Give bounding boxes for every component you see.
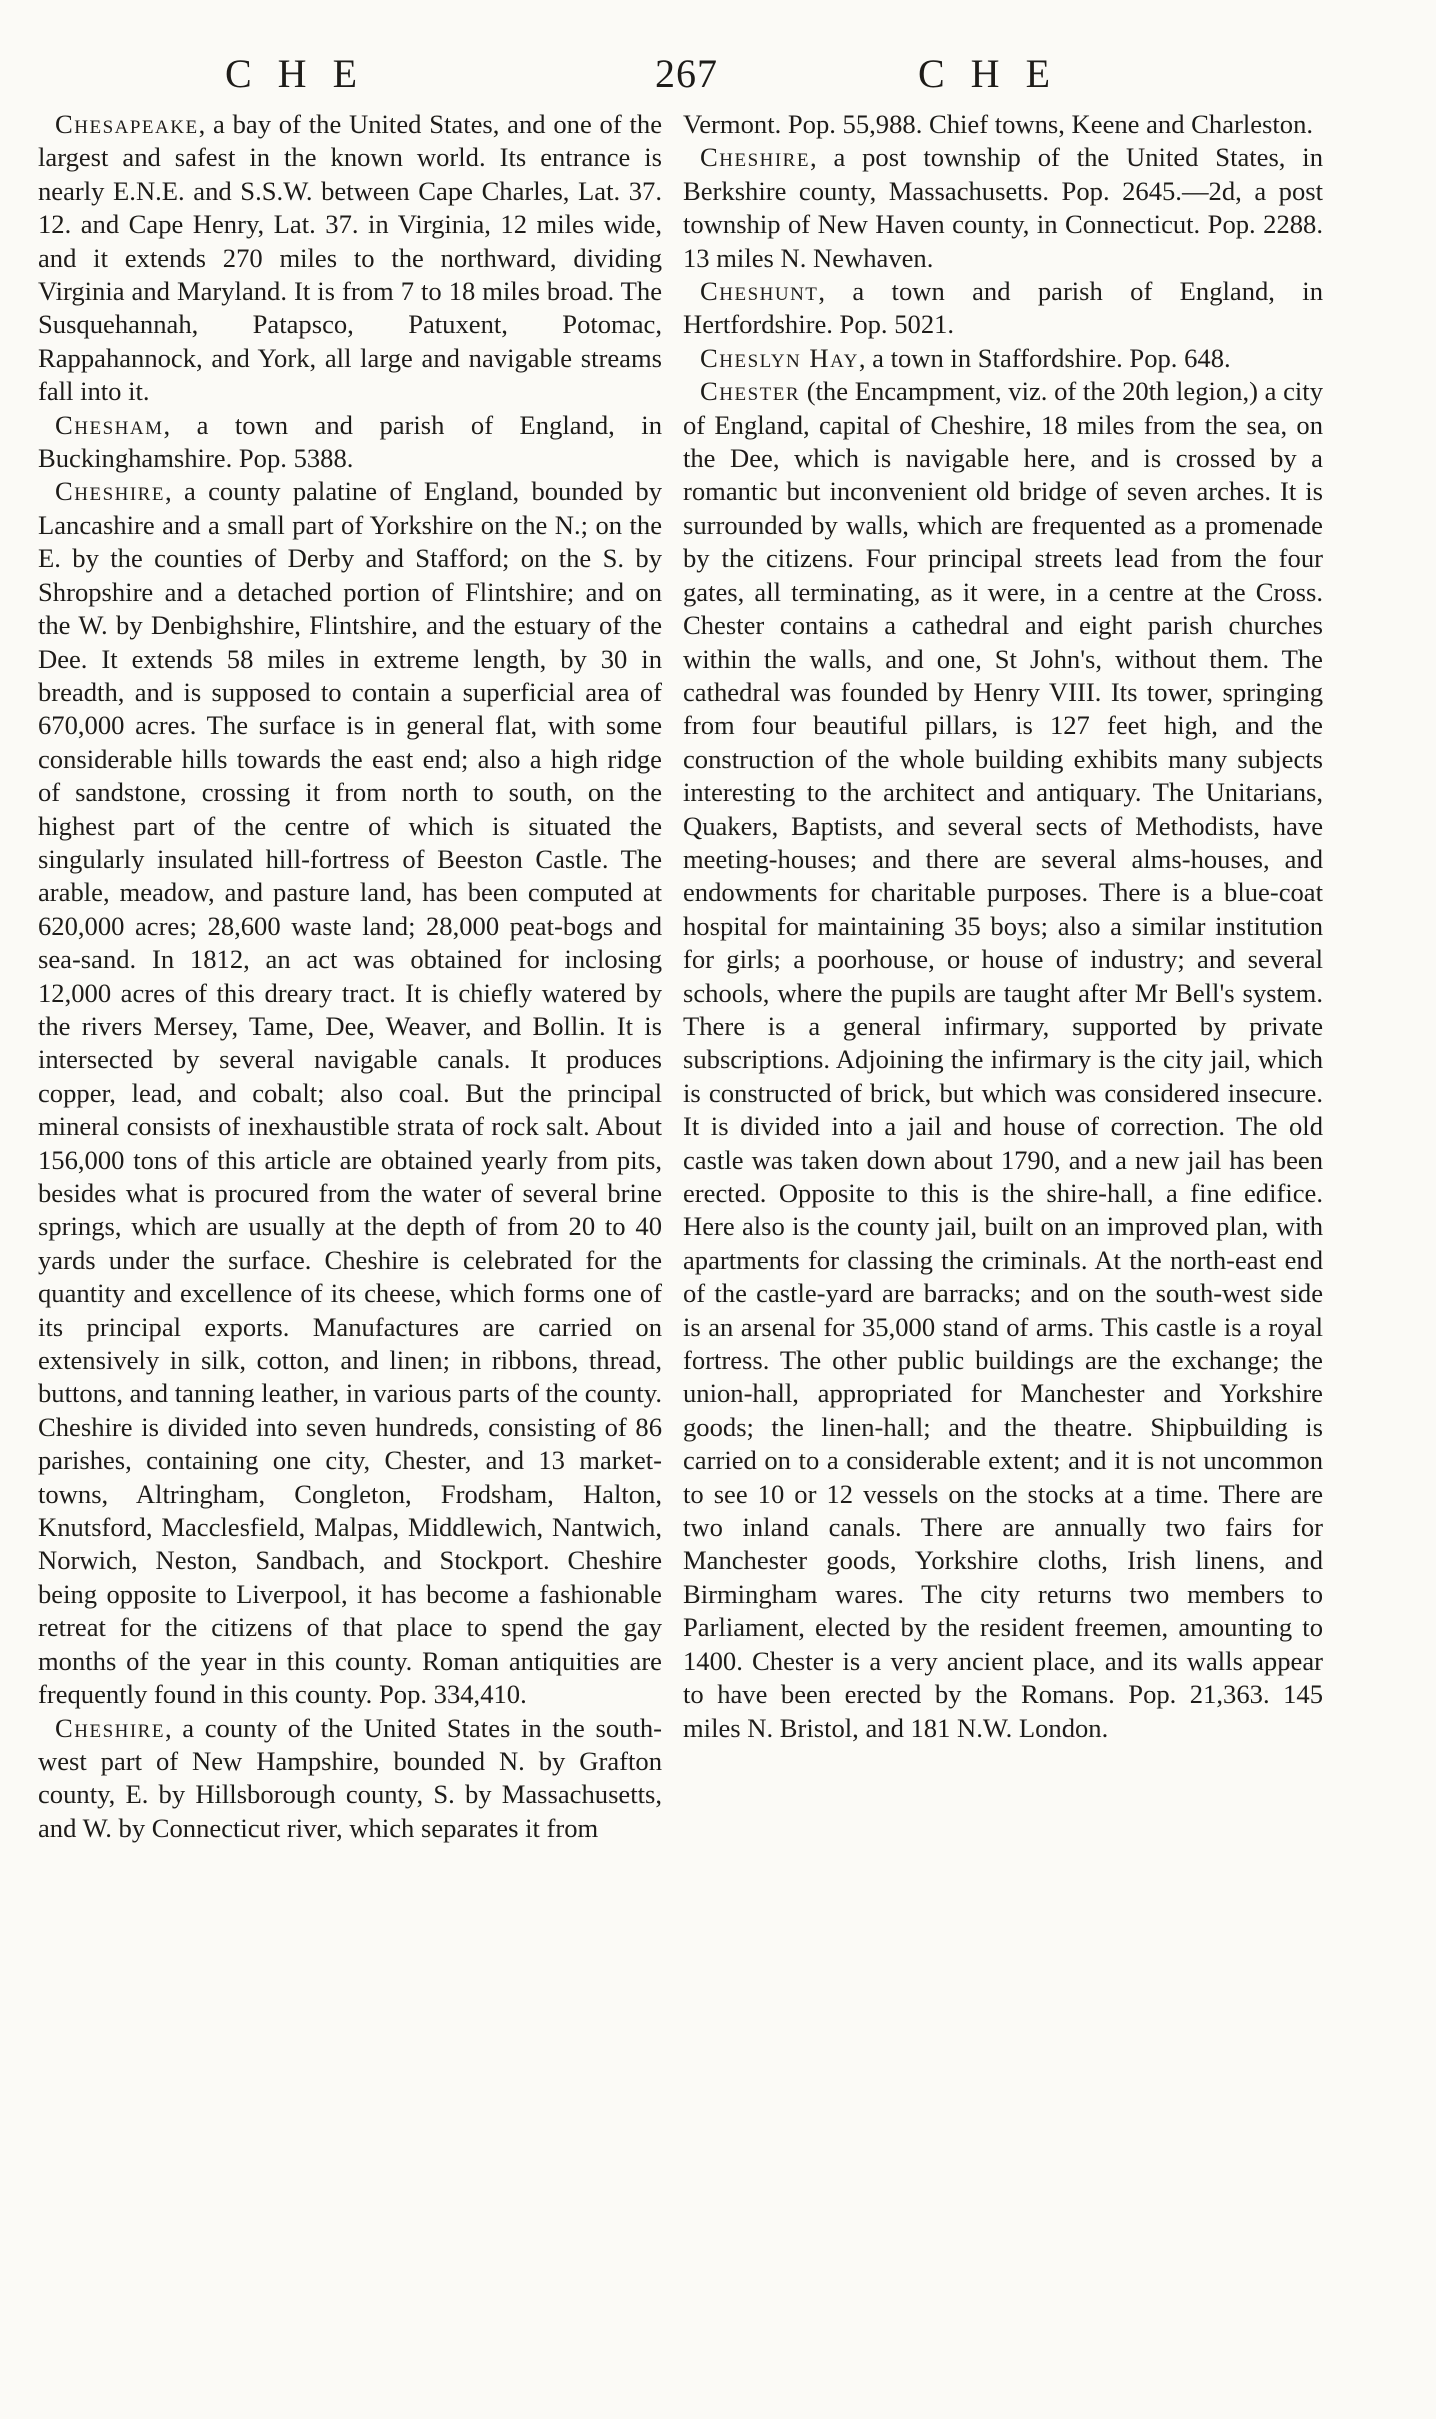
headword: Chesham: [55, 409, 164, 440]
left-column: [38, 108, 662, 1845]
entry-chesham: [38, 409, 662, 476]
entry-text: , a county of the United States in the south-west part of New Hampshire, bounded N. by Grafton county, E. by Hillsborough county, S. by Massachusetts, and W. by Connecticut river, which separates it from: [38, 1712, 662, 1843]
entry-text: , a town and parish of England, in Hertfordshire. Pop. 5021.: [683, 276, 1323, 340]
entry-text: (the Encampment, viz. of the 20th legion,) a city of England, capital of Cheshire, 18 miles from the sea, on the Dee, which is navigable here, and is crossed by a romantic but inconvenient old bridge of seven arches. It is surrounded by walls, which are frequented as a promenade by the citizens. Four principal streets lead from the four gates, all terminating, as it were, in a centre at the Cross. Chester contains a cathedral and eight parish churches within the walls, and one, St John's, without them. The cathedral was founded by Henry VIII. Its tower, springing from four beautiful pillars, is 127 feet high, and the construction of the whole building exhibits many subjects interesting to the architect and antiquary. The Unitarians, Quakers, Baptists, and several sects of Methodists, have meeting-houses; and there are several alms-houses, and endowments for charitable purposes. There is a blue-coat hospital for maintaining 35 boys; also a similar institution for girls; a poorhouse, or house of industry; and several schools, where the pupils are taught after Mr Bell's system. There is a general infirmary, supported by private subscriptions. Adjoining the infirmary is the city jail, which is constructed of brick, but which was considered insecure. It is divided into a jail and house of correction. The old castle was taken down about 1790, and a new jail has been erected. Opposite to this is the shire-hall, a fine edifice. Here also is the county jail, built on an improved plan, with apartments for classing the criminals. At the north-east end of the castle-yard are barracks; and on the south-west side is an arsenal for 35,000 stand of arms. This castle is a royal fortress. The other public buildings are the exchange; the union-hall, appropriated for Manchester and Yorkshire goods; the linen-hall; and the theatre. Shipbuilding is carried on to a considerable extent; and it is not uncommon to see 10 or 12 vessels on the stocks at a time. There are two inland canals. There are annually two fairs for Manchester goods, Yorkshire cloths, Irish linens, and Birmingham wares. The city returns two members to Parliament, elected by the resident freemen, amounting to 1400. Chester is a very ancient place, and its walls appear to have been erected by the Romans. Pop. 21,363. 145 miles N. Bristol, and 181 N.W. London.: [683, 376, 1323, 1743]
entry-cheshunt: [683, 275, 1323, 342]
entry-text: , a county palatine of England, bounded by Lancashire and a small part of Yorkshire on the N.; on the E. by the counties of Derby and Stafford; on the S. by Shropshire and a detached portion of Flintshire; and on the W. by Denbighshire, Flintshire, and the estuary of the Dee. It extends 58 miles in extreme length, by 30 in breadth, and is supposed to contain a superficial area of 670,000 acres. The surface is in general flat, with some considerable hills towards the east end; also a high ridge of sandstone, crossing it from north to south, on the highest part of the centre of which is situated the singularly insulated hill-fortress of Beeston Castle. The arable, meadow, and pasture land, has been computed at 620,000 acres; 28,600 waste land; 28,000 peat-bogs and sea-sand. In 1812, an act was obtained for inclosing 12,000 acres of this dreary tract. It is chiefly watered by the rivers Mersey, Tame, Dee, Weaver, and Bollin. It is intersected by several navigable canals. It produces copper, lead, and cobalt; also coal. But the principal mineral consists of inexhaustible strata of rock salt. About 156,000 tons of this article are obtained yearly from pits, besides what is procured from the water of several brine springs, which are usually at the depth of from 20 to 40 yards under the surface. Cheshire is celebrated for the quantity and excellence of its cheese, which forms one of its principal exports. Manufactures are carried on extensively in silk, cotton, and linen; in ribbons, thread, buttons, and tanning leather, in various parts of the county. Cheshire is divided into seven hundreds, consisting of 86 parishes, containing one city, Chester, and 13 market-towns, Altringham, Congleton, Frodsham, Halton, Knutsford, Macclesfield, Malpas, Middlewich, Nantwich, Norwich, Neston, Sandbach, and Stockport. Cheshire being opposite to Liverpool, it has become a fashionable retreat for the citizens of that place to spend the gay months of the year in this county. Roman antiquities are frequently found in this county. Pop. 334,410.: [38, 476, 662, 1710]
entry-continuation: [683, 108, 1323, 141]
headword: Cheshire: [55, 1712, 165, 1743]
entry-cheshire-new-hampshire: [38, 1712, 662, 1846]
page-number: 267: [655, 51, 718, 96]
entry-cheshire-england: [38, 475, 662, 1711]
entry-text: Vermont. Pop. 55,988. Chief towns, Keene and Charleston.: [683, 109, 1314, 139]
headword: Cheshire: [55, 476, 165, 507]
header-left: CHE: [225, 51, 383, 96]
entry-chesapeake: [38, 108, 662, 409]
entry-chester: [683, 375, 1323, 1745]
entry-cheshire-massachusetts: [683, 141, 1323, 275]
headword: Cheshire: [700, 142, 810, 173]
entry-text: , a town in Staffordshire. Pop. 648.: [858, 342, 1231, 373]
header-right: CHE: [918, 51, 1076, 96]
entry-text: , a bay of the United States, and one of the largest and safest in the known world. Its entrance is nearly E.N.E. and S.S.W. between Cape Charles, Lat. 37. 12. and Cape Henry, Lat. 37. in Virginia, 12 miles wide, and it extends 270 miles to the northward, dividing Virginia and Maryland. It is from 7 to 18 miles broad. The Susquehannah, Patapsco, Patuxent, Potomac, Rappahannock, and York, all large and navigable streams fall into it.: [38, 109, 662, 407]
entry-cheslyn-hay: [683, 342, 1323, 375]
headword: Cheshunt: [700, 276, 819, 307]
headword: Cheslyn Hay: [700, 342, 859, 373]
running-header: [0, 50, 1436, 98]
headword: Chesapeake: [55, 109, 199, 139]
entry-text: , a post township of the United States, in Berkshire county, Massachusetts. Pop. 2645.—2d, a post township of New Haven county, in Connecticut. Pop. 2288. 13 miles N. Newhaven.: [683, 142, 1323, 273]
headword: Chester: [700, 376, 801, 407]
entry-text: , a town and parish of England, in Buckinghamshire. Pop. 5388.: [38, 409, 662, 474]
right-column: [683, 108, 1323, 1745]
